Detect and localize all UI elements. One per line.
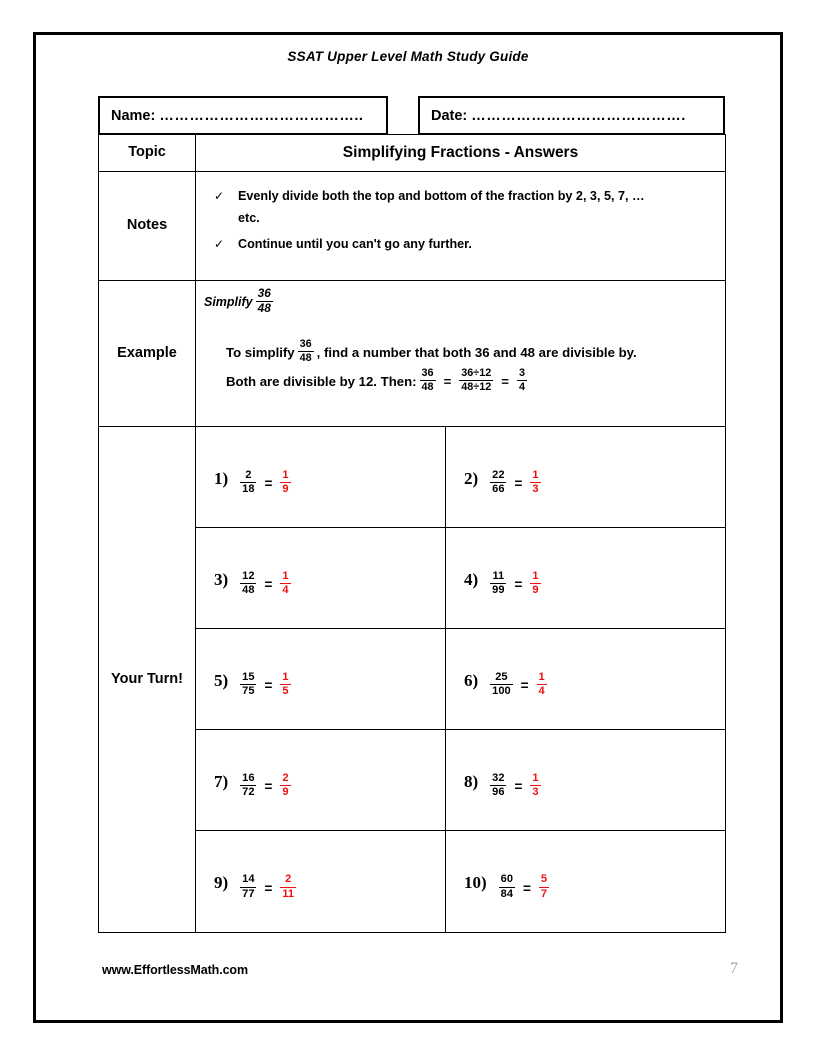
problem-fraction [490, 773, 506, 798]
fraction-denominator: 66 [492, 483, 505, 495]
fraction-numerator: 25 [495, 670, 508, 683]
problem-row [99, 427, 726, 528]
notes-label: Notes [126, 217, 168, 234]
fraction-numerator: 1 [532, 771, 539, 784]
example-heading-fraction [256, 288, 273, 315]
problem-cell[interactable] [196, 629, 446, 730]
fraction-numerator: 1 [538, 670, 545, 683]
fraction-denominator: 3 [532, 483, 539, 495]
equals-sign: = [522, 880, 531, 896]
name-dotted-line: ………………………………….. [159, 107, 364, 124]
problem-cell[interactable] [446, 831, 726, 933]
problem-expression [487, 571, 543, 597]
fraction-denominator: 9 [532, 584, 539, 596]
problem-index: 2) [464, 468, 479, 488]
problem-expression [237, 571, 293, 597]
problem-fraction [240, 571, 256, 596]
example-fraction-result [517, 368, 527, 393]
problem-expression [237, 773, 293, 799]
problem-expression [237, 470, 293, 496]
problem-cell[interactable] [446, 730, 726, 831]
problem-7 [196, 761, 445, 799]
fraction-denominator: 9 [282, 786, 289, 798]
example-line-1-fraction [298, 339, 314, 364]
fraction-denominator: 100 [492, 685, 511, 697]
answer-fraction [539, 874, 549, 899]
topic-label-cell [99, 135, 196, 172]
problem-6 [446, 660, 725, 698]
footer-website-url[interactable]: www.EffortlessMath.com [102, 963, 248, 977]
example-content-cell [196, 281, 726, 427]
fraction-numerator: 16 [242, 771, 255, 784]
problem-fraction [490, 571, 506, 596]
fraction-numerator: 1 [282, 468, 289, 481]
problem-2 [446, 458, 725, 496]
date-label: Date: [431, 107, 468, 124]
problem-index: 3) [214, 569, 229, 589]
fraction-numerator: 36 [257, 286, 271, 300]
problem-5 [196, 660, 445, 698]
problem-fraction [240, 874, 256, 899]
document-header-title: SSAT Upper Level Math Study Guide [287, 49, 529, 64]
fraction-numerator: 22 [492, 468, 505, 481]
date-dotted-line: ……………………………………. [471, 107, 686, 124]
answer-fraction [280, 773, 290, 798]
topic-title: Simplifying Fractions - Answers [342, 144, 579, 161]
example-label-cell [99, 281, 196, 427]
your-turn-label: Your Turn! [111, 670, 183, 687]
example-line-1-post: , find a number that both 36 and 48 are divisible by. [316, 344, 637, 360]
answer-fraction [280, 672, 290, 697]
problem-cell[interactable] [196, 730, 446, 831]
example-line-1 [226, 340, 637, 365]
name-field-box[interactable] [98, 96, 388, 135]
equals-sign: = [514, 779, 523, 794]
fraction-numerator: 36 [421, 367, 434, 379]
answer-fraction [537, 672, 547, 697]
problem-fraction [240, 773, 256, 798]
answer-fraction [530, 571, 540, 596]
problem-index: 7) [214, 771, 229, 791]
problem-index: 5) [214, 670, 229, 690]
fraction-denominator: 48÷12 [461, 380, 492, 393]
equals-sign: = [520, 678, 529, 693]
your-turn-label-cell [99, 427, 196, 933]
fraction-denominator: 9 [282, 483, 289, 495]
problem-cell[interactable] [446, 528, 726, 629]
fraction-numerator: 1 [532, 569, 539, 582]
problem-expression [487, 672, 550, 698]
problem-expression [237, 672, 293, 698]
notes-row [99, 172, 726, 281]
fraction-numerator: 36 [299, 338, 312, 350]
answer-fraction [530, 773, 540, 798]
fraction-numerator: 15 [242, 670, 255, 683]
problem-cell[interactable] [196, 831, 446, 933]
example-heading-label: Simplify [204, 295, 253, 310]
fraction-numerator: 1 [532, 468, 539, 481]
fraction-denominator: 48 [299, 351, 312, 364]
problem-cell[interactable] [446, 629, 726, 730]
problem-fraction [240, 470, 256, 495]
problem-1 [196, 458, 445, 496]
example-line-2 [226, 369, 530, 394]
example-row [99, 281, 726, 427]
fraction-denominator: 84 [500, 887, 513, 900]
fraction-denominator: 75 [242, 685, 255, 697]
problem-8 [446, 761, 725, 799]
problem-cell[interactable] [446, 427, 726, 528]
answer-fraction [530, 470, 540, 495]
problem-expression [237, 874, 299, 900]
example-heading [204, 286, 276, 316]
fraction-denominator: 77 [242, 887, 255, 900]
name-label: Name: [111, 107, 156, 124]
problem-index: 4) [464, 569, 479, 589]
fraction-numerator: 14 [242, 873, 255, 886]
topic-label: Topic [128, 144, 166, 161]
problem-index: 6) [464, 670, 479, 690]
answer-fraction [280, 470, 290, 495]
fraction-denominator: 48 [421, 380, 434, 393]
problem-expression [487, 773, 543, 799]
notes-content-cell [196, 172, 726, 281]
fraction-denominator: 18 [242, 483, 255, 495]
equals-sign: = [443, 373, 452, 389]
worksheet-page [33, 32, 783, 1023]
fraction-denominator: 99 [492, 584, 505, 596]
fraction-denominator: 11 [282, 887, 295, 900]
fraction-denominator: 48 [257, 300, 271, 315]
fraction-denominator: 5 [282, 685, 289, 697]
fraction-numerator: 3 [518, 367, 525, 379]
fraction-numerator: 2 [282, 771, 289, 784]
problem-fraction [240, 672, 256, 697]
fraction-denominator: 4 [518, 380, 525, 393]
footer-page-number: 7 [730, 960, 738, 977]
example-fraction-divided [459, 368, 493, 393]
problem-fraction [490, 672, 512, 697]
fraction-numerator: 2 [285, 873, 292, 886]
problem-index: 8) [464, 771, 479, 791]
fraction-numerator: 36÷12 [461, 367, 492, 379]
fraction-numerator: 60 [500, 873, 513, 886]
date-field-box[interactable] [418, 96, 725, 135]
equals-sign: = [501, 373, 509, 389]
fraction-denominator: 3 [532, 786, 539, 798]
problem-3 [196, 559, 445, 597]
example-line-2-pre: Both are divisible by 12. Then: [226, 373, 417, 389]
example-line-1-pre: To simplify [226, 344, 295, 360]
equals-sign: = [264, 577, 273, 592]
notes-label-cell [99, 172, 196, 281]
problem-cell[interactable] [196, 427, 446, 528]
example-fraction-original [420, 368, 436, 393]
equals-sign: = [264, 476, 273, 491]
problem-9 [196, 862, 445, 900]
equals-sign: = [264, 880, 273, 896]
notes-bullet-1-continuation: etc. [238, 211, 260, 225]
checkmark-icon: ✓ [214, 237, 225, 251]
fraction-denominator: 7 [540, 887, 548, 900]
fraction-numerator: 32 [492, 771, 505, 784]
equals-sign: = [264, 678, 273, 693]
fraction-numerator: 1 [282, 569, 289, 582]
problem-index: 1) [214, 468, 229, 488]
fraction-numerator: 1 [282, 670, 289, 683]
problem-index: 9) [214, 873, 229, 893]
problem-10 [446, 862, 725, 900]
fraction-denominator: 96 [492, 786, 505, 798]
notes-bullet-2 [214, 237, 711, 252]
fraction-numerator: 5 [540, 873, 548, 886]
problem-fraction [499, 874, 515, 899]
problem-expression [487, 470, 543, 496]
topic-title-cell [196, 135, 726, 172]
equals-sign: = [264, 779, 273, 794]
problem-fraction [490, 470, 506, 495]
problem-index: 10) [464, 873, 487, 893]
worksheet-table [98, 134, 726, 933]
checkmark-icon: ✓ [214, 188, 225, 203]
notes-bullet-1 [214, 189, 711, 204]
fraction-denominator: 48 [242, 584, 255, 596]
fraction-denominator: 4 [282, 584, 289, 596]
topic-row [99, 135, 726, 172]
fraction-numerator: 12 [242, 569, 255, 582]
notes-bullet-2-text: Continue until you can't go any further. [238, 237, 472, 251]
equals-sign: = [514, 577, 523, 592]
equals-sign: = [514, 476, 523, 491]
notes-bullet-1-text: Evenly divide both the top and bottom of the fraction by 2, 3, 5, 7, … [238, 188, 645, 203]
problem-cell[interactable] [196, 528, 446, 629]
answer-fraction [280, 571, 290, 596]
answer-fraction [280, 874, 296, 899]
fraction-denominator: 4 [538, 685, 545, 697]
problem-4 [446, 559, 725, 597]
fraction-denominator: 72 [242, 786, 255, 798]
problem-expression [496, 874, 552, 900]
example-label: Example [117, 344, 177, 361]
name-date-row [98, 96, 725, 135]
fraction-numerator: 2 [245, 468, 252, 481]
fraction-numerator: 11 [492, 569, 505, 582]
